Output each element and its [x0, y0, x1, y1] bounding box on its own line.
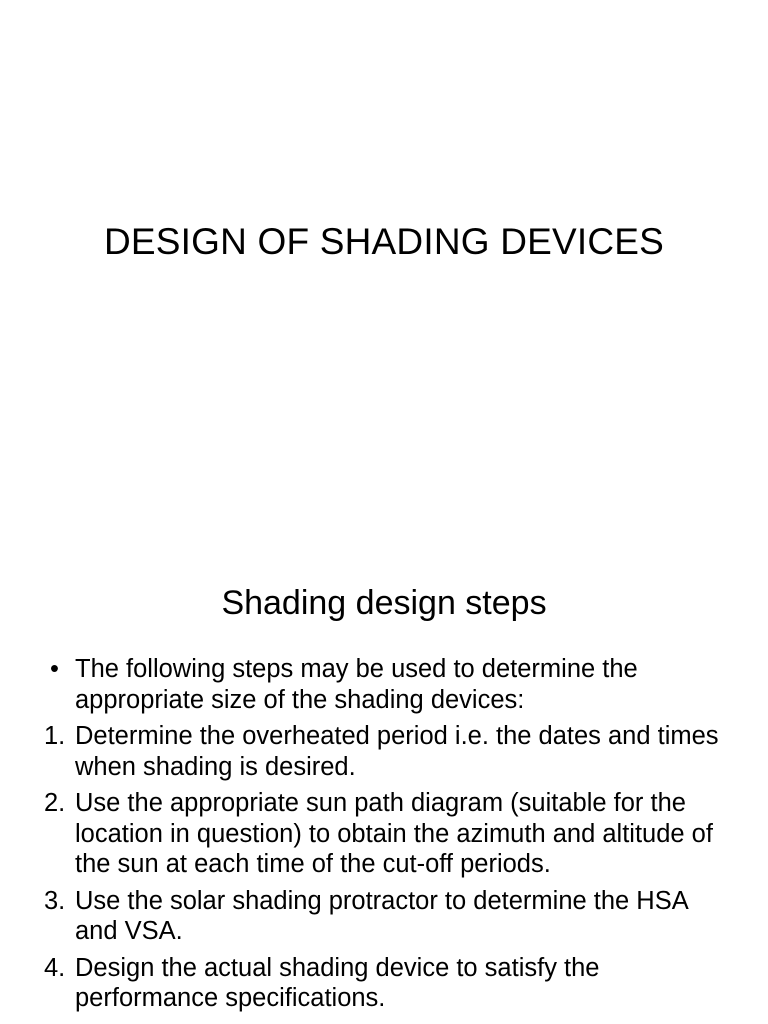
- list-item-text: The following steps may be used to determine the appropriate size of the shading devices:: [75, 655, 638, 714]
- step-number: 2.: [44, 789, 66, 817]
- step-number: 3.: [44, 886, 66, 915]
- list-item: [44, 721, 734, 782]
- section-title: Shading design steps: [221, 584, 547, 622]
- step-number: 1.: [44, 722, 66, 750]
- list-item-text: Determine the overheated period i.e. the dates and times when shading is desired.: [75, 722, 719, 781]
- list-item-text: Use the appropriate sun path diagram (suitable for the location in question) to obtain the azimuth and altitude of the sun at each time of the cut-off periods.: [75, 789, 713, 878]
- list-item: [44, 953, 734, 1014]
- list-item-text: Use the solar shading protractor to determine the HSA and VSA.: [75, 886, 688, 945]
- list-item: [44, 788, 734, 880]
- list-item: [44, 654, 734, 715]
- steps-list: [44, 654, 734, 1020]
- list-item-text: Design the actual shading device to satisfy the performance specifications.: [75, 953, 600, 1012]
- bullet-marker: •: [50, 655, 59, 683]
- step-number: 4.: [44, 953, 66, 982]
- slide-title: DESIGN OF SHADING DEVICES: [103, 221, 665, 262]
- list-item: [44, 886, 734, 947]
